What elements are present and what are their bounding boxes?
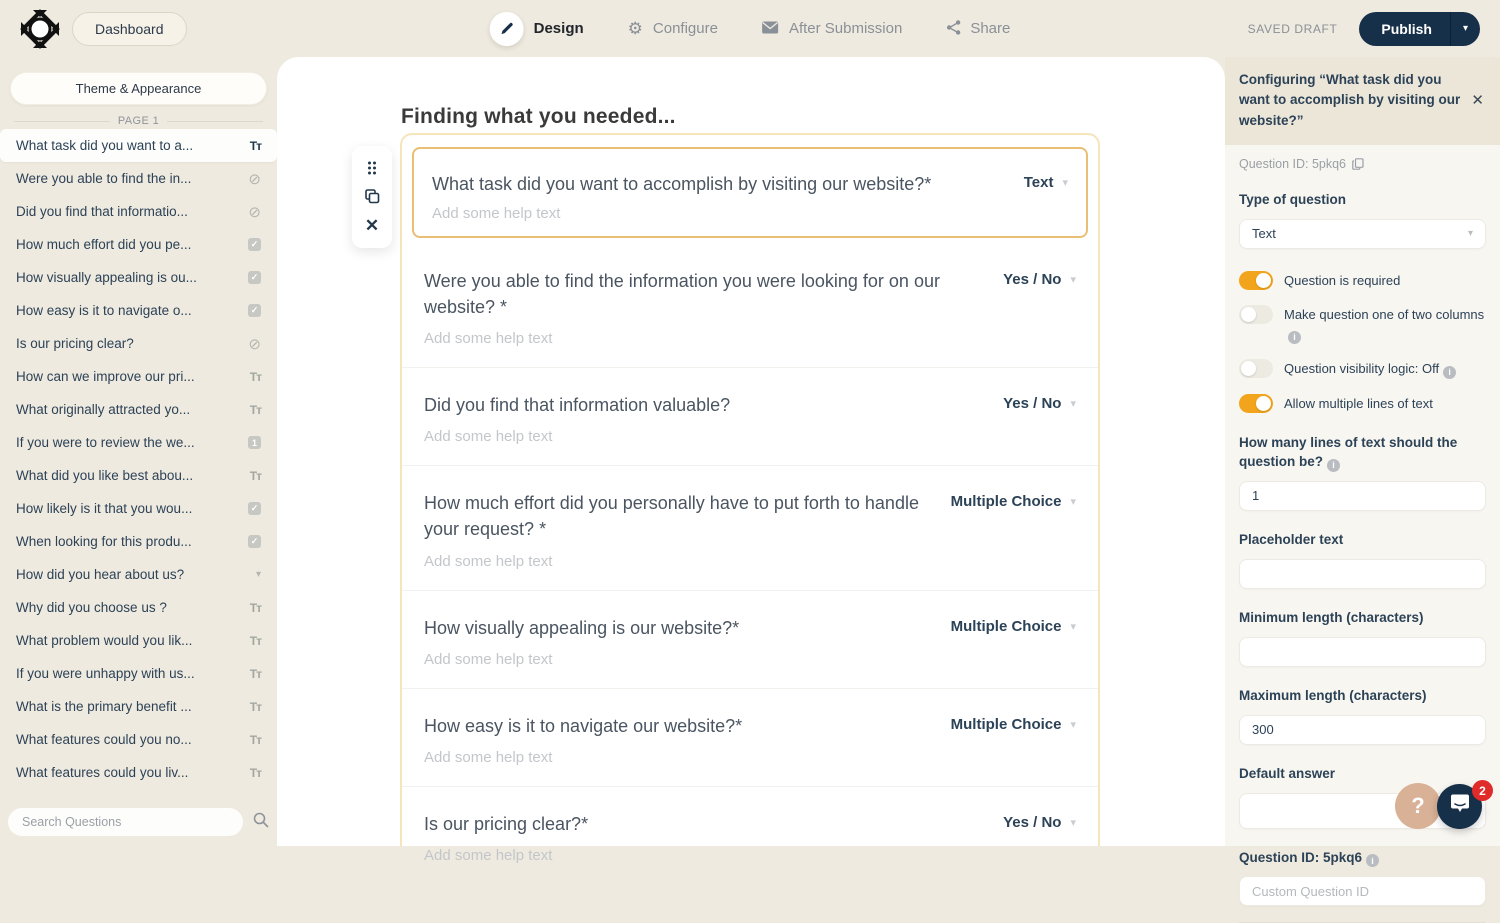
sidebar-item-label: How much effort did you pe...	[16, 237, 192, 252]
toggle-knob	[1256, 273, 1271, 288]
question-sidebar	[0, 57, 277, 846]
text-icon: Tᴛ	[249, 666, 261, 681]
question-title[interactable]: Did you find that information valuable?	[424, 395, 731, 416]
sidebar-item[interactable]	[0, 723, 277, 756]
tab-share-label: Share	[970, 20, 1011, 37]
toggle-knob	[1256, 396, 1271, 411]
question-title[interactable]: How easy is it to navigate our website?*	[424, 715, 743, 736]
lines-count-input[interactable]	[1239, 481, 1486, 511]
question-action-toolbar	[352, 146, 392, 248]
text-icon: Tᴛ	[249, 765, 261, 780]
sidebar-item-label: How did you hear about us?	[16, 567, 185, 582]
toggle-label: Question is required	[1284, 272, 1401, 288]
question-card[interactable]	[402, 244, 1098, 367]
question-card[interactable]	[402, 465, 1098, 589]
question-type-value: Multiple Choice	[950, 493, 1062, 511]
sidebar-item-label: How visually appealing is ou...	[16, 270, 197, 285]
max-length-input[interactable]	[1239, 715, 1486, 745]
question-title[interactable]: How visually appealing is our website?*	[424, 617, 740, 638]
toggle-setting-row	[1239, 359, 1486, 379]
checkbox-icon: ✓	[248, 271, 261, 284]
sidebar-item[interactable]	[0, 690, 277, 723]
question-type-value: Multiple Choice	[950, 617, 1062, 635]
sidebar-item[interactable]	[0, 624, 277, 657]
info-icon[interactable]: i	[1443, 366, 1456, 379]
sidebar-item[interactable]	[0, 657, 277, 690]
question-type-select[interactable]	[1239, 219, 1486, 249]
info-icon[interactable]: i	[1288, 331, 1301, 344]
yes-no-icon: ⊘	[248, 170, 261, 188]
sidebar-item[interactable]	[0, 459, 277, 492]
sidebar-item[interactable]	[0, 294, 277, 327]
question-title[interactable]: How much effort did you personally have to put forth to handle your request? *	[424, 493, 919, 540]
sidebar-item-label: If you were to review the we...	[16, 435, 195, 450]
caret-down-icon: ▾	[1070, 620, 1076, 633]
question-title[interactable]: Is our pricing clear?*	[424, 813, 589, 834]
sidebar-item-label: How likely is it that you wou...	[16, 501, 193, 516]
envelope-icon	[762, 20, 779, 37]
tab-design-label: Design	[533, 20, 584, 37]
sidebar-item-label: How easy is it to navigate o...	[16, 303, 192, 318]
toggle-setting-row	[1239, 271, 1486, 291]
sidebar-item-label: What problem would you lik...	[16, 633, 193, 648]
question-type-select[interactable]	[977, 395, 1076, 412]
question-mark-icon: ?	[1411, 793, 1425, 818]
toggle-knob	[1241, 307, 1256, 322]
text-icon: Tᴛ	[249, 699, 261, 714]
form-canvas	[277, 57, 1225, 864]
caret-down-icon: ▾	[1070, 816, 1076, 829]
chat-bubble-icon	[1449, 794, 1471, 819]
share-icon	[946, 20, 960, 38]
caret-down-icon: ▾	[1070, 496, 1076, 509]
default-answer-label: Default answer	[1239, 765, 1336, 781]
help-text-placeholder[interactable]: Add some help text	[424, 650, 553, 668]
toggle-switch[interactable]	[1239, 305, 1273, 324]
tab-share[interactable]	[946, 20, 1010, 38]
help-text-placeholder[interactable]: Add some help text	[424, 552, 553, 570]
toggle-setting-row	[1239, 305, 1486, 344]
caret-down-icon: ▾	[1070, 274, 1076, 287]
page-label: PAGE 1	[117, 115, 160, 127]
question-card[interactable]	[402, 786, 1098, 884]
pencil-icon	[490, 12, 524, 46]
question-type-select[interactable]	[925, 493, 1076, 510]
sidebar-item-label: What did you like best abou...	[16, 468, 194, 483]
checkbox-icon: ✓	[248, 304, 261, 317]
checkbox-icon: ✓	[248, 535, 261, 548]
toggle-knob	[1241, 361, 1256, 376]
question-title[interactable]: Were you able to find the information you were looking for on our website? *	[424, 271, 940, 318]
custom-question-id-input[interactable]	[1239, 876, 1486, 906]
gear-icon: ⚙	[627, 19, 643, 38]
checkbox-icon: ✓	[248, 238, 261, 251]
sidebar-item-label: What features could you no...	[16, 732, 192, 747]
question-type-value: Yes / No	[1003, 395, 1062, 413]
dropdown-icon: ▾	[255, 569, 261, 580]
sidebar-item-label: What task did you want to a...	[16, 138, 194, 153]
config-panel	[1225, 57, 1500, 866]
toggle-label: Allow multiple lines of text	[1284, 396, 1433, 412]
toggle-setting-row	[1239, 394, 1486, 414]
sidebar-item-label: Is our pricing clear?	[16, 336, 134, 351]
sidebar-item[interactable]	[0, 393, 277, 426]
help-text-placeholder[interactable]: Add some help text	[432, 205, 561, 223]
checkbox-icon: ✓	[248, 502, 261, 515]
publish-split-button	[1359, 12, 1480, 46]
chat-unread-badge: 2	[1472, 780, 1493, 801]
placeholder-text-label: Placeholder text	[1239, 531, 1344, 547]
nav-tabs	[490, 12, 1011, 46]
help-text-placeholder[interactable]: Add some help text	[424, 428, 553, 446]
text-icon: Tᴛ	[249, 138, 261, 153]
form-title[interactable]: Finding what you needed...	[401, 105, 676, 128]
help-text-placeholder[interactable]: Add some help text	[424, 748, 553, 766]
text-icon: Tᴛ	[249, 468, 261, 483]
caret-down-icon: ▾	[1070, 718, 1076, 731]
number-icon: 1	[248, 436, 261, 449]
sidebar-item[interactable]	[0, 129, 277, 162]
custom-question-id-label: Question ID: 5pkq6 i	[1239, 849, 1486, 868]
toggle-switch[interactable]	[1239, 359, 1273, 378]
sidebar-item[interactable]	[0, 492, 277, 525]
question-type-value: Yes / No	[1003, 271, 1062, 289]
min-length-input[interactable]	[1239, 637, 1486, 667]
help-text-placeholder[interactable]: Add some help text	[424, 330, 553, 348]
sidebar-item-label: What features could you liv...	[16, 765, 189, 780]
tab-configure[interactable]	[628, 20, 718, 37]
sidebar-item[interactable]	[0, 360, 277, 393]
question-card-selected[interactable]	[412, 147, 1088, 238]
question-type-value: Text	[1023, 174, 1054, 191]
question-type-select[interactable]	[925, 618, 1076, 635]
sidebar-item[interactable]	[0, 228, 277, 261]
type-of-question-label: Type of question	[1239, 191, 1346, 207]
top-bar	[0, 0, 1500, 57]
question-type-value: Multiple Choice	[950, 715, 1062, 733]
sidebar-item-label: What originally attracted yo...	[16, 402, 191, 417]
sidebar-item-label: When looking for this produ...	[16, 534, 192, 549]
config-panel-header	[1225, 57, 1500, 145]
sidebar-item[interactable]	[0, 756, 277, 789]
sidebar-item[interactable]	[0, 558, 277, 591]
sidebar-item[interactable]	[0, 195, 277, 228]
delete-question-icon[interactable]: ✕	[364, 216, 380, 236]
config-panel-title: Configuring “What task did you want to accomplish by visiting our website?”	[1239, 72, 1461, 128]
toggle-switch[interactable]	[1239, 394, 1273, 413]
max-length-label: Maximum length (characters)	[1239, 687, 1427, 703]
close-panel-icon[interactable]: ✕	[1471, 92, 1484, 110]
toggle-label: Question visibility logic: Off i	[1284, 359, 1456, 379]
dashboard-button[interactable]: Dashboard	[72, 12, 187, 46]
sidebar-item[interactable]	[0, 591, 277, 624]
sidebar-item-label: What is the primary benefit ...	[16, 699, 192, 714]
sidebar-item[interactable]	[0, 162, 277, 195]
caret-down-icon: ▾	[1062, 177, 1068, 189]
text-icon: Tᴛ	[249, 600, 261, 615]
sidebar-item[interactable]	[0, 426, 277, 459]
question-type-value: Text	[1252, 226, 1276, 242]
caret-down-icon: ▾	[1070, 398, 1076, 411]
tab-after-submission-label: After Submission	[788, 20, 903, 37]
question-type-value: Yes / No	[1003, 813, 1062, 831]
question-list-container	[400, 133, 1100, 864]
question-title[interactable]: What task did you want to accomplish by visiting our website?*	[432, 174, 932, 194]
question-type-select[interactable]	[925, 716, 1076, 733]
app-logo-icon[interactable]	[20, 9, 60, 49]
sidebar-item-label: Were you able to find the in...	[16, 171, 192, 186]
search-questions-input[interactable]	[8, 808, 243, 836]
lines-count-label: How many lines of text should the question be? i	[1239, 435, 1458, 471]
saved-draft-status: SAVED DRAFT	[1247, 21, 1338, 36]
text-icon: Tᴛ	[249, 633, 261, 648]
question-card[interactable]	[402, 367, 1098, 465]
caret-down-icon: ▾	[1467, 228, 1473, 240]
theme-appearance-button[interactable]: Theme & Appearance	[10, 72, 267, 105]
placeholder-text-input[interactable]	[1239, 559, 1486, 589]
sidebar-item-label: Did you find that informatio...	[16, 204, 188, 219]
copy-id-icon[interactable]	[1352, 158, 1364, 170]
caret-down-icon: ▾	[1462, 23, 1468, 34]
sidebar-item-label: Why did you choose us ?	[16, 600, 167, 615]
page-divider	[14, 115, 263, 127]
question-card[interactable]	[402, 590, 1098, 688]
publish-button[interactable]: Publish	[1381, 20, 1432, 37]
info-icon[interactable]: i	[1327, 459, 1340, 472]
sidebar-item-label: How can we improve our pri...	[16, 369, 195, 384]
help-button[interactable]	[1395, 783, 1441, 829]
toggle-settings	[1239, 271, 1486, 415]
question-card[interactable]	[402, 688, 1098, 786]
text-icon: Tᴛ	[249, 732, 261, 747]
sidebar-item[interactable]	[0, 261, 277, 294]
help-text-placeholder[interactable]: Add some help text	[424, 846, 553, 864]
sidebar-question-list	[0, 129, 277, 789]
sidebar-item-label: If you were unhappy with us...	[16, 666, 195, 681]
question-type-select[interactable]	[977, 271, 1076, 288]
tab-after-submission[interactable]	[762, 20, 902, 37]
toggle-label: Make question one of two columnsi	[1284, 305, 1486, 344]
info-icon[interactable]: i	[1366, 854, 1379, 867]
yes-no-icon: ⊘	[248, 203, 261, 221]
publish-dropdown-button[interactable]	[1450, 12, 1480, 46]
question-id-text: Question ID: 5pkq6	[1239, 156, 1347, 171]
text-icon: Tᴛ	[249, 402, 261, 417]
sidebar-item[interactable]	[0, 327, 277, 360]
question-type-select[interactable]	[998, 174, 1068, 191]
drag-handle-icon[interactable]	[361, 157, 383, 179]
duplicate-question-icon[interactable]	[361, 186, 383, 208]
toggle-switch[interactable]	[1239, 271, 1273, 290]
text-icon: Tᴛ	[249, 369, 261, 384]
question-type-select[interactable]	[977, 814, 1076, 831]
tab-configure-label: Configure	[652, 20, 718, 37]
sidebar-item[interactable]	[0, 525, 277, 558]
tab-design[interactable]	[490, 12, 584, 46]
min-length-label: Minimum length (characters)	[1239, 609, 1424, 625]
search-icon[interactable]	[253, 812, 269, 833]
yes-no-icon: ⊘	[248, 335, 261, 353]
